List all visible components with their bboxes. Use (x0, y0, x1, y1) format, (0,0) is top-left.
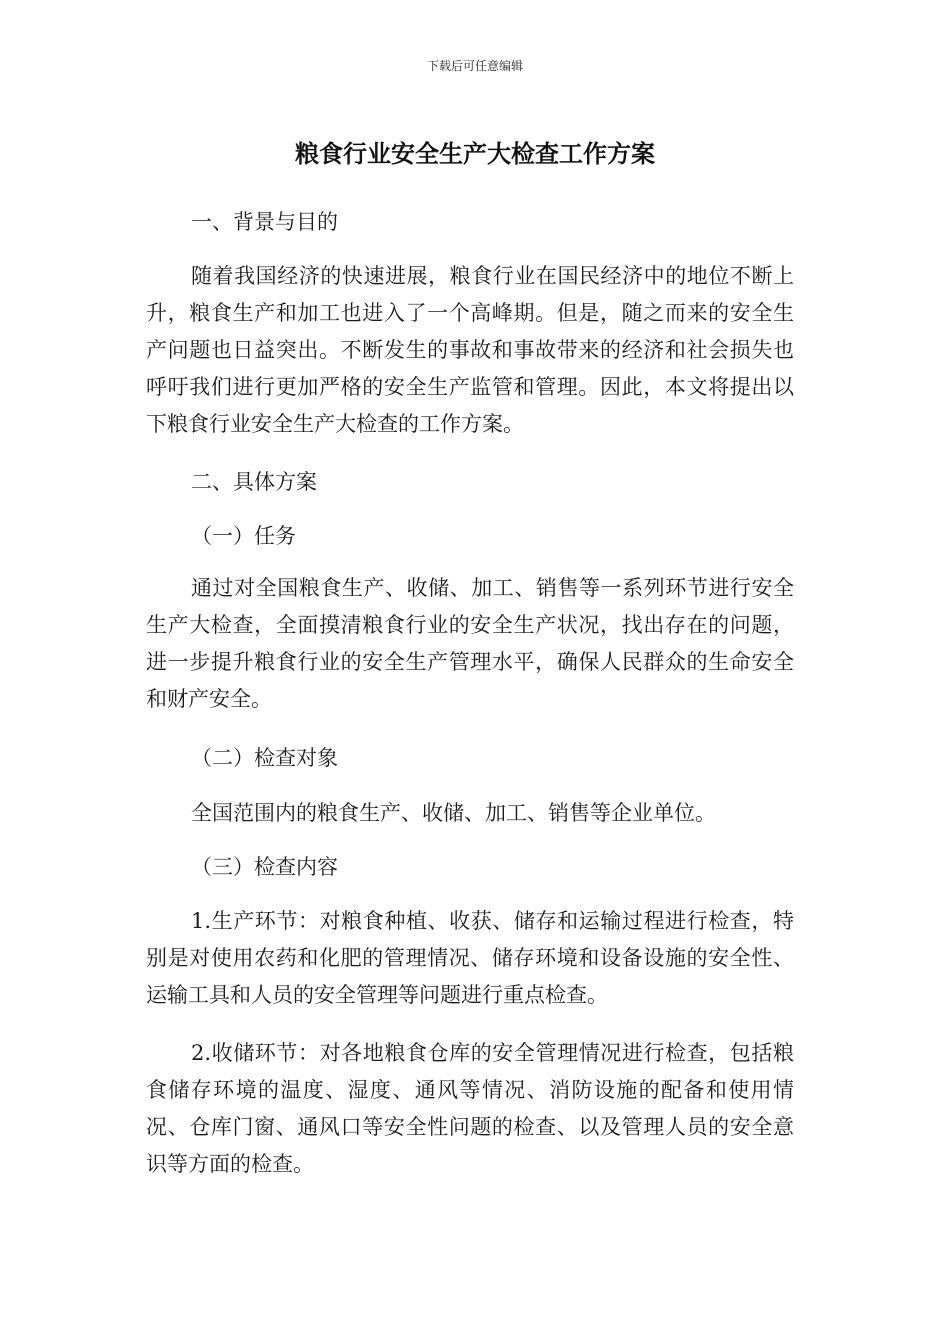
list-item-production: 1.生产环节：对粮食种植、收获、储存和运输过程进行检查，特别是对使用农药和化肥的管理情况、储存环境和设备设施的安全性、运输工具和人员的安全管理等问题进行重点检查。 (146, 909, 794, 1007)
section-heading-background: 一、背景与目的 (191, 210, 338, 234)
task-paragraph: 通过对全国粮食生产、收储、加工、销售等一系列环节进行安全生产大检查，全面摸清粮食行业的安全生产状况，找出存在的问题，进一步提升粮食行业的安全生产管理水平，确保人民群众的生命安全和财产安全。 (146, 576, 794, 711)
subheading-inspection-object: （二）检查对象 (191, 746, 338, 770)
list-item-storage: 2.收储环节：对各地粮食仓库的安全管理情况进行检查，包括粮食储存环境的温度、湿度、通风等情况、消防设施的配备和使用情况、仓库门窗、通风口等安全性问题的检查、以及管理人员的安全意识等方面的检查。 (146, 1041, 794, 1176)
inspection-object-paragraph: 全国范围内的粮食生产、收储、加工、销售等企业单位。 (191, 801, 716, 825)
document-title: 粮食行业安全生产大检查工作方案 (295, 140, 655, 168)
background-paragraph: 随着我国经济的快速进展，粮食行业在国民经济中的地位不断上升，粮食生产和加工也进入了一个高峰期。但是，随之而来的安全生产问题也日益突出。不断发生的事故和事故带来的经济和社会损失也呼吁我们进行更加严格的安全生产监管和管理。因此，本文将提出以下粮食行业安全生产大检查的工作方案。 (146, 264, 794, 436)
subheading-task: （一）任务 (191, 524, 296, 548)
section-heading-plan: 二、具体方案 (191, 470, 317, 494)
page-header-note: 下载后可任意编辑 (426, 59, 523, 73)
subheading-inspection-content: （三）检查内容 (191, 855, 338, 879)
